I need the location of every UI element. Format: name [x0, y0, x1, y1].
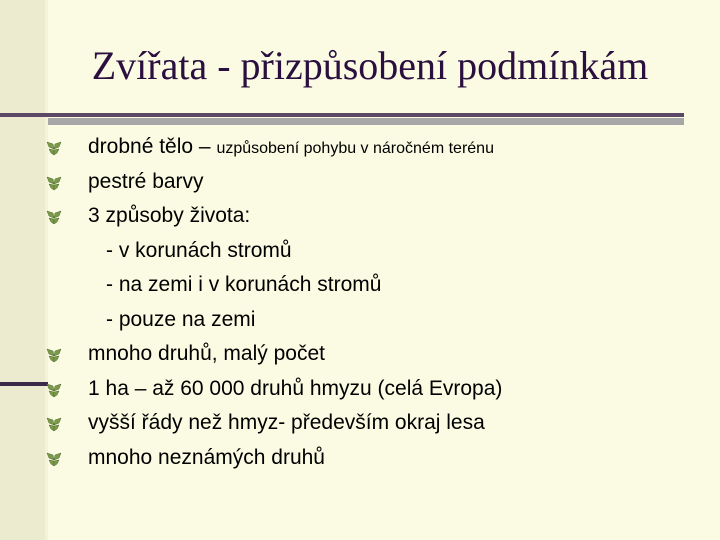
- side-accent-mark: [0, 382, 48, 386]
- title-rule-dark: [0, 113, 684, 117]
- bullet-icon-shape: [46, 451, 62, 467]
- list-item: [46, 372, 706, 407]
- sub-list-item-text: - v korunách stromů: [106, 238, 292, 262]
- list-item-text: drobné tělo –: [88, 135, 217, 158]
- bullet-icon-shape: [46, 416, 62, 432]
- list-item: [46, 130, 706, 165]
- slide-title: Zvířata - přizpůsobení podmínkám: [91, 43, 649, 88]
- title-rule-gray: [48, 118, 684, 125]
- sub-list-item-text: - pouze na zemi: [106, 307, 256, 331]
- list-item-text: pestré barvy: [88, 169, 204, 193]
- bullet-icon-shape: [46, 347, 62, 363]
- list-item-text: vyšší řády než hmyz- především okraj lesa: [88, 411, 485, 434]
- bullet-icon-shape: [46, 382, 62, 398]
- slide-body: [46, 130, 706, 475]
- list-item-text: mnoho druhů, malý počet: [88, 342, 325, 365]
- bullet-icon-shape: [46, 140, 62, 156]
- sub-list-item: [46, 234, 706, 269]
- list-item: [46, 165, 706, 200]
- sub-list-item: [46, 268, 706, 303]
- list-item: [46, 337, 706, 372]
- list-item: [46, 441, 706, 476]
- list-item-text: 3 způsoby života:: [88, 204, 251, 227]
- sub-list-item-text: - na zemi i v korunách stromů: [106, 273, 382, 296]
- bullet-icon-shape: [46, 175, 62, 191]
- list-item: [46, 406, 706, 441]
- sub-list-item: [46, 303, 706, 338]
- list-item-note: uzpůsobení pohybu v náročném terénu: [216, 140, 494, 157]
- list-item-text: mnoho neznámých druhů: [88, 445, 325, 469]
- list-item: [46, 199, 706, 234]
- list-item-text: 1 ha – až 60 000 druhů hmyzu (celá Evropa): [88, 376, 503, 400]
- bullet-icon-shape: [46, 209, 62, 225]
